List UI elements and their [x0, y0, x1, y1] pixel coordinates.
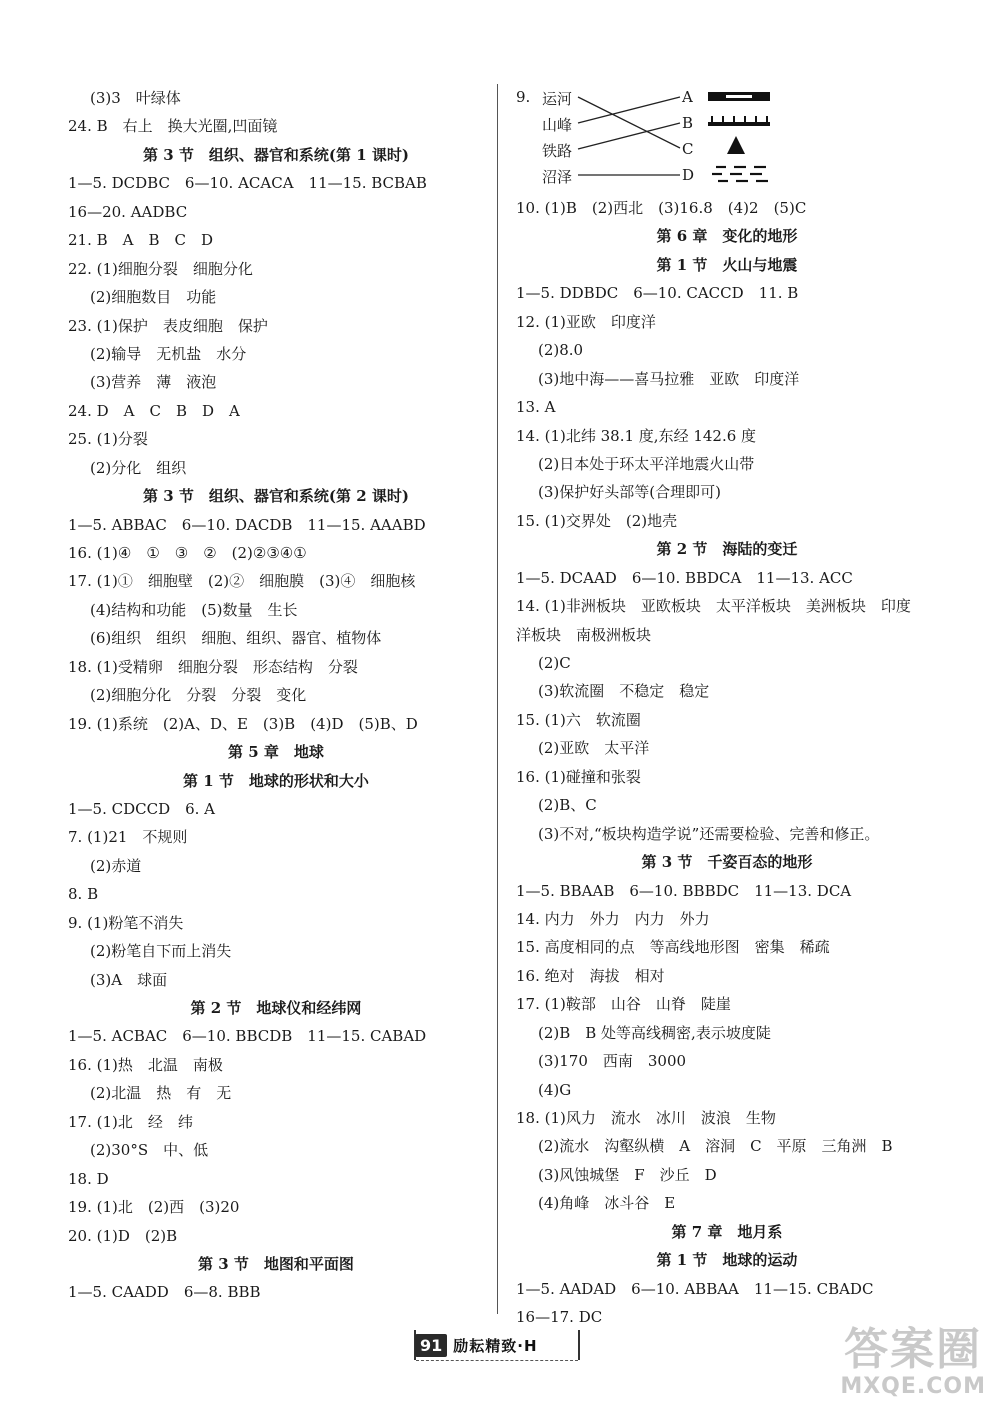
answer-line: 1—5. CAADD 6—8. BBB	[68, 1283, 261, 1302]
answer-line: 1—5. CDCCD 6. A	[68, 799, 216, 818]
match-letter-c: C	[682, 140, 694, 158]
answer-line: 13. A	[516, 398, 556, 417]
match-letter-b: B	[682, 114, 694, 132]
answer-line: 洋板块 南极洲板块	[516, 625, 652, 644]
answer-line: 21. B A B C D	[68, 231, 214, 250]
column-divider	[497, 84, 498, 1314]
answer-line: (2)B B 处等高线稠密,表示坡度陡	[538, 1023, 771, 1042]
answer-line: (2)30°S 中、低	[90, 1141, 209, 1160]
answer-line: 20. (1)D (2)B	[68, 1226, 178, 1245]
answer-line: (3)170 西南 3000	[538, 1052, 687, 1071]
footer-dash	[416, 1360, 578, 1361]
section-heading: 第 3 节 组织、器官和系统(第 1 课时)	[143, 145, 409, 164]
answer-line: 17. (1)① 细胞壁 (2)② 细胞膜 (3)④ 细胞核	[68, 572, 416, 591]
answer-line: (2)日本处于环太平洋地震火山带	[538, 454, 755, 473]
answer-line: 1—5. DCAAD 6—10. BBDCA 11—13. ACC	[516, 568, 853, 587]
answer-line: (2)输导 无机盐 水分	[90, 344, 247, 363]
right-answer-lines	[516, 194, 938, 1332]
answer-line: 17. (1)鞍部 山谷 山脊 陡崖	[516, 995, 731, 1014]
footer-bar-right	[578, 1330, 580, 1360]
answer-line: (2)分化 组织	[90, 458, 187, 477]
brand-label: 励耘精致·H	[453, 1336, 538, 1355]
answer-line: 15. (1)交界处 (2)地壳	[516, 511, 678, 530]
answer-line: 16. (1)热 北温 南极	[68, 1055, 223, 1074]
answer-line: 19. (1)北 (2)西 (3)20	[68, 1198, 240, 1217]
section-heading: 第 1 节 火山与地震	[656, 255, 798, 274]
match-letter-a: A	[682, 88, 693, 106]
section-heading: 第 1 节 地球的运动	[656, 1251, 798, 1270]
answer-line: 24. B 右上 换大光圈,凹面镜	[68, 117, 278, 136]
answer-line: 16. (1)碰撞和张裂	[516, 767, 641, 786]
section-heading: 第 3 节 组织、器官和系统(第 2 课时)	[143, 487, 409, 506]
railway-symbol-icon	[708, 114, 770, 128]
answer-line: 8. B	[68, 885, 99, 904]
answer-line: 23. (1)保护 表皮细胞 保护	[68, 316, 268, 335]
answer-line: 1—5. ACBAC 6—10. BBCDB 11—15. CABAD	[68, 1027, 427, 1046]
answer-line: 25. (1)分裂	[68, 430, 148, 449]
section-heading: 第 7 章 地月系	[671, 1222, 783, 1241]
answer-line: (2)B、C	[538, 796, 597, 815]
match-word-railway: 铁路	[542, 142, 573, 160]
answer-line: 16—17. DC	[516, 1308, 603, 1327]
answer-line: (2)北温 热 有 无	[90, 1084, 232, 1103]
answer-line: 14. 内力 外力 内力 外力	[516, 909, 710, 928]
answer-line: 22. (1)细胞分裂 细胞分化	[68, 259, 253, 278]
watermark-url: MXQE.COM	[840, 1374, 986, 1399]
answer-line: 16. (1)④ ① ③ ② (2)②③④①	[68, 544, 307, 562]
match-letter-d: D	[682, 166, 695, 184]
section-heading: 第 1 节 地球的形状和大小	[183, 771, 369, 790]
answer-line: 17. (1)北 经 纬	[68, 1112, 193, 1131]
answer-line: 18. D	[68, 1169, 109, 1188]
answer-line: 14. (1)北纬 38.1 度,东经 142.6 度	[516, 426, 757, 445]
match-word-peak: 山峰	[542, 116, 573, 134]
answer-line: (2)8.0	[538, 341, 584, 360]
page-footer	[415, 1329, 538, 1361]
section-heading: 第 3 节 千姿百态的地形	[641, 853, 813, 872]
peak-symbol-icon	[726, 136, 746, 156]
answer-line: 24. D A C B D A	[68, 401, 240, 420]
answer-line: (4)结构和功能 (5)数量 生长	[90, 600, 298, 619]
answer-line: 1—5. ABBAC 6—10. DACDB 11—15. AAABD	[68, 515, 426, 534]
matching-diagram	[516, 84, 938, 194]
answer-line: (2)粉笔自下而上消失	[90, 942, 232, 961]
answer-line: (3)营养 薄 液泡	[90, 373, 217, 392]
match-word-swamp: 沼泽	[542, 168, 573, 186]
canal-symbol-icon	[708, 90, 770, 104]
answer-line: 16—20. AADBC	[68, 202, 188, 221]
question-number: 9.	[516, 88, 531, 106]
answer-line: 14. (1)非洲板块 亚欧板块 太平洋板块 美洲板块 印度	[516, 597, 911, 616]
swamp-symbol-icon	[712, 164, 770, 186]
matching-lines	[516, 84, 686, 194]
answer-line: (6)组织 组织 细胞、组织、器官、植物体	[90, 629, 382, 648]
watermark	[840, 1326, 986, 1399]
answer-line: (3)3 叶绿体	[90, 89, 181, 107]
left-column	[68, 84, 484, 1307]
answer-line: (2)赤道	[90, 856, 142, 875]
answer-line: (3)风蚀城堡 F 沙丘 D	[538, 1165, 717, 1184]
answer-line: 1—5. DCDBC 6—10. ACACA 11—15. BCBAB	[68, 174, 427, 193]
answer-line: 12. (1)亚欧 印度洋	[516, 312, 656, 331]
answer-line: (2)亚欧 太平洋	[538, 739, 650, 758]
match-word-canal: 运河	[542, 90, 573, 108]
answer-line: 16. 绝对 海拔 相对	[516, 966, 665, 985]
answer-line: 1—5. DDBDC 6—10. CACCD 11. B	[516, 284, 799, 303]
section-heading: 第 6 章 变化的地形	[656, 227, 798, 246]
answer-line: (4)角峰 冰斗谷 E	[538, 1194, 676, 1213]
answer-line: 1—5. BBAAB 6—10. BBBDC 11—13. DCA	[516, 881, 852, 900]
answer-line: 7. (1)21 不规则	[68, 828, 188, 847]
answer-line: 18. (1)风力 流水 冰川 波浪 生物	[516, 1109, 776, 1127]
answer-line: 1—5. AADAD 6—10. ABBAA 11—15. CBADC	[516, 1279, 874, 1298]
section-heading: 第 3 节 地图和平面图	[198, 1254, 354, 1273]
answer-line: 10. (1)B (2)西北 (3)16.8 (4)2 (5)C	[516, 199, 807, 217]
answer-line: (3)地中海——喜马拉雅 亚欧 印度洋	[538, 369, 800, 388]
answer-line: (2)细胞分化 分裂 分裂 变化	[90, 686, 307, 705]
page-number: 91	[415, 1334, 447, 1357]
section-heading: 第 5 章 地球	[228, 743, 324, 762]
watermark-logo-text: 答案圈	[844, 1324, 983, 1375]
answer-line: (3)保护好头部等(合理即可)	[538, 483, 721, 502]
answer-line: (3)不对,“板块构造学说”还需要检验、完善和修正。	[538, 824, 880, 843]
answer-line: (2)流水 沟壑纵横 A 溶洞 C 平原 三角洲 B	[538, 1137, 893, 1156]
answer-line: (2)细胞数目 功能	[90, 288, 217, 307]
answer-line: (2)C	[538, 654, 571, 672]
right-column	[516, 84, 938, 1332]
answer-line: (4)G	[538, 1080, 572, 1099]
answer-line: 18. (1)受精卵 细胞分裂 形态结构 分裂	[68, 657, 358, 676]
answer-line: (3)软流圈 不稳定 稳定	[538, 682, 710, 701]
answer-line: 15. (1)六 软流圈	[516, 710, 641, 729]
answer-line: 15. 高度相同的点 等高线地形图 密集 稀疏	[516, 938, 830, 957]
answer-line: 9. (1)粉笔不消失	[68, 913, 184, 932]
answer-line: 19. (1)系统 (2)A、D、E (3)B (4)D (5)B、D	[68, 714, 418, 733]
answer-line: (3)A 球面	[90, 970, 168, 989]
section-heading: 第 2 节 海陆的变迁	[656, 540, 798, 559]
section-heading: 第 2 节 地球仪和经纬网	[190, 999, 362, 1017]
